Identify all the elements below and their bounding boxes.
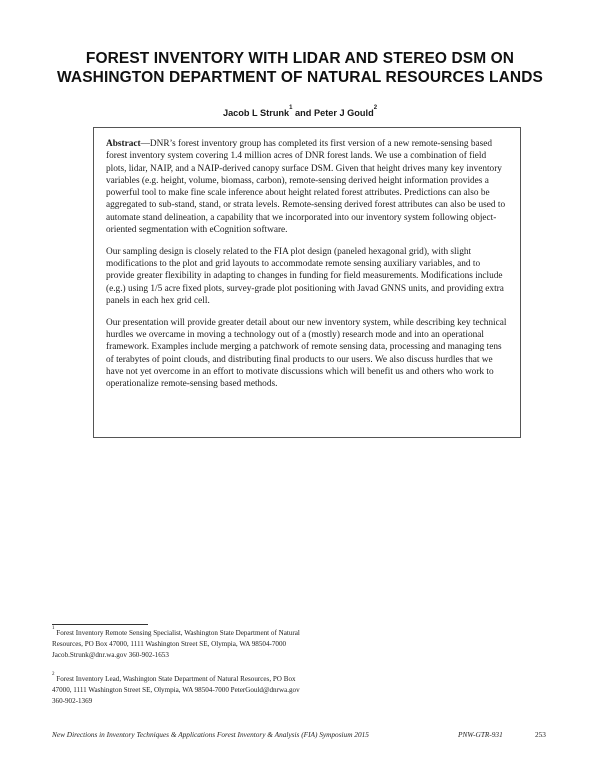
abstract-label: Abstract — [106, 139, 141, 149]
footer-proceedings: New Directions in Inventory Techniques & Applications Forest Inventory & Analysis (FIA) Symposium 2015 — [52, 730, 369, 739]
footnote-1-mark: 1 — [52, 626, 55, 631]
abstract-paragraph-1-text: —DNR’s forest inventory group has completed its first version of a new remote-sensing based forest inventory system covering 1.4 million acres of DNR forest lands. We use a combination of field plots, lidar, NAIP, and a NAIP-derived canopy surface DSM. Given that height drives many key inventory variables (e.g. height, volume, biomass, carbon), remote-sensing derived height information provides a powerful tool to make fine scale inference about height related forest attributes. Predictions can also be aggregated to sub-stand, stand, or strata levels. Remote-sensing derived forest attributes can also be used to automate stand delineation, a capability that we incorporated into our inventory system following object-oriented segmentation with eCognition software. — [106, 139, 506, 236]
author-1-name: Jacob L Strunk — [222, 108, 290, 118]
author-joiner: and — [292, 108, 314, 118]
author-2-footnote-mark: 2 — [373, 105, 378, 111]
footer-report-number: PNW-GTR-931 — [458, 730, 503, 739]
paper-title — [40, 49, 560, 87]
abstract-paragraph-3: Our presentation will provide greater detail about our new inventory system, while describing key technical hurdles we overcame in moving a technology out of a (mostly) research mode and into an operational framework. Examples include merging a patchwork of remote sensing data, processing and managing tens of terabytes of point clouds, and distributing final products to our users. We also discuss hurdles that we have not yet overcome in an effort to motivate discussions which will benefit us and others who work to operationalize remote-sensing based methods. — [106, 317, 507, 390]
footnote-1 — [52, 628, 302, 662]
footnote-2-text: Forest Inventory Lead, Washington State Department of Natural Resources, PO Box 47000, 1111 Washington Street SE, Olympia, WA 98504-7000 PeterGould@dnrwa.gov 360-902-1369 — [52, 675, 300, 706]
abstract-paragraph-2: Our sampling design is closely related to the FIA plot design (paneled hexagonal grid), with slight modifications to the plot and grid layouts to accommodate remote sensing auxiliary variables, and to provide greater flexibility in adapting to changes in funding for field measurements. Modifications include (e.g.) using 1/5 acre fixed plots, survey-grade plot positioning with Javad GNNS units, and providing extra panels in each hex grid cell. — [106, 246, 504, 307]
footnote-divider — [52, 624, 148, 625]
footer-page-number: 253 — [535, 730, 546, 739]
footnote-1-text: Forest Inventory Remote Sensing Specialist, Washington State Department of Natural Resources, PO Box 47000, 1111 Washington Street SE, Olympia, WA 98504-7000 Jacob.Strunk@dnr.wa.gov 360-902-1653 — [52, 629, 300, 660]
title-line-1: FOREST INVENTORY WITH LIDAR AND STEREO DSM ON — [85, 50, 515, 67]
author-line — [40, 107, 560, 119]
author-2-name: Peter J Gould — [313, 108, 374, 118]
footnote-2 — [52, 674, 302, 708]
title-line-2: WASHINGTON DEPARTMENT OF NATURAL RESOURCES LANDS — [57, 69, 543, 86]
author-1-footnote-mark: 1 — [289, 105, 293, 111]
abstract-box — [93, 127, 521, 438]
footnote-2-mark: 2 — [52, 672, 55, 677]
abstract-paragraph-1 — [106, 138, 508, 236]
